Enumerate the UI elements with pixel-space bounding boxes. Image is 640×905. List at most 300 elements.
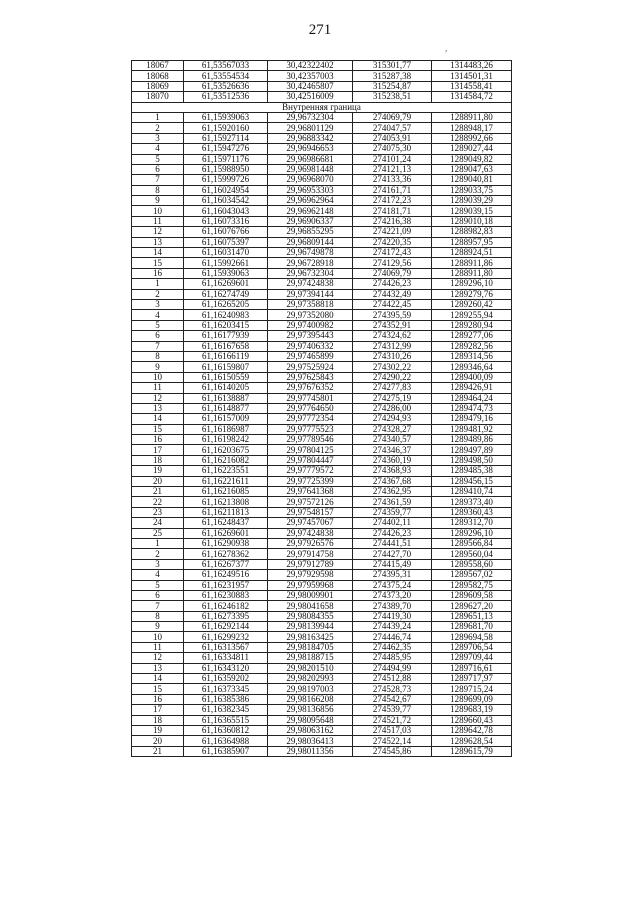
latitude-cell: 61,16231957 (184, 580, 268, 590)
point-number-cell: 18069 (132, 81, 184, 91)
x-coordinate-cell: 274415,49 (353, 559, 432, 569)
x-coordinate-cell: 274402,11 (353, 518, 432, 528)
longitude-cell: 29,97772354 (268, 414, 353, 424)
longitude-cell: 29,98041658 (268, 601, 353, 611)
table-row (132, 435, 512, 445)
x-coordinate-cell: 274368,93 (353, 466, 432, 476)
table-row (132, 746, 512, 756)
latitude-cell: 61,16221611 (184, 476, 268, 486)
longitude-cell: 29,97929598 (268, 570, 353, 580)
latitude-cell: 61,16213808 (184, 497, 268, 507)
table-row (132, 289, 512, 299)
y-coordinate-cell: 1289346,64 (432, 362, 512, 372)
longitude-cell: 30,42516009 (268, 92, 353, 102)
y-coordinate-cell: 1289651,13 (432, 611, 512, 621)
y-coordinate-cell: 1289628,54 (432, 736, 512, 746)
point-number-cell: 5 (132, 154, 184, 164)
longitude-cell: 29,97395443 (268, 331, 353, 341)
y-coordinate-cell: 1289360,43 (432, 507, 512, 517)
latitude-cell: 61,15927114 (184, 133, 268, 143)
x-coordinate-cell: 274277,83 (353, 383, 432, 393)
table-row (132, 653, 512, 663)
point-number-cell: 2 (132, 289, 184, 299)
point-number-cell: 16 (132, 268, 184, 278)
y-coordinate-cell: 1289699,09 (432, 694, 512, 704)
table-row (132, 185, 512, 195)
table-row (132, 497, 512, 507)
x-coordinate-cell: 274375,24 (353, 580, 432, 590)
latitude-cell: 61,16290938 (184, 538, 268, 548)
x-coordinate-cell: 274545,86 (353, 746, 432, 756)
longitude-cell: 29,97779572 (268, 466, 353, 476)
x-coordinate-cell: 274047,57 (353, 123, 432, 133)
latitude-cell: 61,16373345 (184, 684, 268, 694)
table-row (132, 466, 512, 476)
x-coordinate-cell: 274517,03 (353, 726, 432, 736)
latitude-cell: 61,16278362 (184, 549, 268, 559)
longitude-cell: 29,98139944 (268, 622, 353, 632)
x-coordinate-cell: 274312,99 (353, 341, 432, 351)
x-coordinate-cell: 274286,00 (353, 403, 432, 413)
table-row (132, 341, 512, 351)
y-coordinate-cell: 1289497,89 (432, 445, 512, 455)
y-coordinate-cell: 1314584,72 (432, 92, 512, 102)
table-row (132, 279, 512, 289)
table-row (132, 237, 512, 247)
latitude-cell: 61,53526636 (184, 81, 268, 91)
y-coordinate-cell: 1289681,70 (432, 622, 512, 632)
y-coordinate-cell: 1289566,84 (432, 538, 512, 548)
coordinates-table (131, 60, 512, 757)
y-coordinate-cell: 1289474,73 (432, 403, 512, 413)
table-row (132, 61, 512, 71)
point-number-cell: 13 (132, 663, 184, 673)
longitude-cell: 29,98011356 (268, 746, 353, 756)
point-number-cell: 4 (132, 144, 184, 154)
point-number-cell: 16 (132, 694, 184, 704)
latitude-cell: 61,16359202 (184, 674, 268, 684)
point-number-cell: 19 (132, 726, 184, 736)
longitude-cell: 29,98188715 (268, 653, 353, 663)
point-number-cell: 16 (132, 435, 184, 445)
latitude-cell: 61,16138887 (184, 393, 268, 403)
y-coordinate-cell: 1289615,79 (432, 746, 512, 756)
latitude-cell: 61,16248437 (184, 518, 268, 528)
longitude-cell: 29,96728918 (268, 258, 353, 268)
y-coordinate-cell: 1289279,76 (432, 289, 512, 299)
x-coordinate-cell: 274359,77 (353, 507, 432, 517)
x-coordinate-cell: 274521,72 (353, 715, 432, 725)
table-row (132, 81, 512, 91)
point-number-cell: 15 (132, 258, 184, 268)
table-row (132, 570, 512, 580)
x-coordinate-cell: 274539,77 (353, 705, 432, 715)
y-coordinate-cell: 1288982,83 (432, 227, 512, 237)
latitude-cell: 61,15971176 (184, 154, 268, 164)
point-number-cell: 10 (132, 632, 184, 642)
table-row (132, 445, 512, 455)
longitude-cell: 29,97352080 (268, 310, 353, 320)
point-number-cell: 1 (132, 112, 184, 122)
x-coordinate-cell: 274419,30 (353, 611, 432, 621)
longitude-cell: 29,98009901 (268, 590, 353, 600)
x-coordinate-cell: 274395,59 (353, 310, 432, 320)
table-row (132, 424, 512, 434)
longitude-cell: 29,96801129 (268, 123, 353, 133)
y-coordinate-cell: 1289717,97 (432, 674, 512, 684)
x-coordinate-cell: 274129,56 (353, 258, 432, 268)
x-coordinate-cell: 274512,88 (353, 674, 432, 684)
coordinates-table-body (132, 61, 512, 757)
x-coordinate-cell: 274221,09 (353, 227, 432, 237)
point-number-cell: 6 (132, 331, 184, 341)
latitude-cell: 61,16364988 (184, 736, 268, 746)
point-number-cell: 18067 (132, 61, 184, 71)
x-coordinate-cell: 274367,68 (353, 476, 432, 486)
x-coordinate-cell: 274310,26 (353, 351, 432, 361)
x-coordinate-cell: 274360,19 (353, 455, 432, 465)
x-coordinate-cell: 274133,36 (353, 175, 432, 185)
section-title: Внутренняя граница (132, 102, 512, 112)
point-number-cell: 4 (132, 310, 184, 320)
x-coordinate-cell: 274069,79 (353, 112, 432, 122)
longitude-cell: 29,96732304 (268, 112, 353, 122)
point-number-cell: 20 (132, 476, 184, 486)
y-coordinate-cell: 1289567,02 (432, 570, 512, 580)
table-row (132, 611, 512, 621)
table-row (132, 196, 512, 206)
latitude-cell: 61,15947276 (184, 144, 268, 154)
y-coordinate-cell: 1289296,10 (432, 279, 512, 289)
point-number-cell: 23 (132, 507, 184, 517)
table-row (132, 601, 512, 611)
y-coordinate-cell: 1289456,15 (432, 476, 512, 486)
table-row (132, 248, 512, 258)
longitude-cell: 29,97400982 (268, 320, 353, 330)
x-coordinate-cell: 274462,35 (353, 642, 432, 652)
latitude-cell: 61,16073316 (184, 216, 268, 226)
point-number-cell: 8 (132, 185, 184, 195)
latitude-cell: 61,16274749 (184, 289, 268, 299)
point-number-cell: 19 (132, 466, 184, 476)
point-number-cell: 25 (132, 528, 184, 538)
table-row (132, 674, 512, 684)
page-number: 271 (308, 22, 332, 38)
table-row (132, 92, 512, 102)
latitude-cell: 61,16249516 (184, 570, 268, 580)
latitude-cell: 61,15939063 (184, 268, 268, 278)
y-coordinate-cell: 1289609,58 (432, 590, 512, 600)
longitude-cell: 30,42322402 (268, 61, 353, 71)
longitude-cell: 29,97926576 (268, 538, 353, 548)
latitude-cell: 61,16186987 (184, 424, 268, 434)
table-row (132, 487, 512, 497)
latitude-cell: 61,53567033 (184, 61, 268, 71)
x-coordinate-cell: 274220,35 (353, 237, 432, 247)
y-coordinate-cell: 1289282,56 (432, 341, 512, 351)
longitude-cell: 29,96749878 (268, 248, 353, 258)
latitude-cell: 61,16148877 (184, 403, 268, 413)
point-number-cell: 18068 (132, 71, 184, 81)
y-coordinate-cell: 1289709,44 (432, 653, 512, 663)
point-number-cell: 9 (132, 622, 184, 632)
table-row (132, 123, 512, 133)
point-number-cell: 1 (132, 279, 184, 289)
y-coordinate-cell: 1289033,75 (432, 185, 512, 195)
point-number-cell: 8 (132, 611, 184, 621)
y-coordinate-cell: 1289560,04 (432, 549, 512, 559)
latitude-cell: 61,16385386 (184, 694, 268, 704)
y-coordinate-cell: 1289715,24 (432, 684, 512, 694)
latitude-cell: 61,16269601 (184, 528, 268, 538)
longitude-cell: 29,97912789 (268, 559, 353, 569)
y-coordinate-cell: 1289047,63 (432, 164, 512, 174)
y-coordinate-cell: 1288992,66 (432, 133, 512, 143)
latitude-cell: 61,16267377 (184, 559, 268, 569)
latitude-cell: 61,16203675 (184, 445, 268, 455)
latitude-cell: 61,16216082 (184, 455, 268, 465)
longitude-cell: 29,97775523 (268, 424, 353, 434)
table-row (132, 71, 512, 81)
longitude-cell: 29,96968070 (268, 175, 353, 185)
longitude-cell: 29,98084355 (268, 611, 353, 621)
x-coordinate-cell: 274439,24 (353, 622, 432, 632)
latitude-cell: 61,16230883 (184, 590, 268, 600)
x-coordinate-cell: 274101,24 (353, 154, 432, 164)
latitude-cell: 61,16167658 (184, 341, 268, 351)
table-row (132, 715, 512, 725)
longitude-cell: 29,97804125 (268, 445, 353, 455)
x-coordinate-cell: 274528,73 (353, 684, 432, 694)
point-number-cell: 3 (132, 133, 184, 143)
y-coordinate-cell: 1289373,40 (432, 497, 512, 507)
table-row (132, 258, 512, 268)
x-coordinate-cell: 274069,79 (353, 268, 432, 278)
longitude-cell: 29,97676352 (268, 383, 353, 393)
y-coordinate-cell: 1289694,58 (432, 632, 512, 642)
point-number-cell: 18 (132, 715, 184, 725)
longitude-cell: 29,96883342 (268, 133, 353, 143)
longitude-cell: 29,97789546 (268, 435, 353, 445)
x-coordinate-cell: 274346,37 (353, 445, 432, 455)
table-row (132, 590, 512, 600)
table-row (132, 663, 512, 673)
latitude-cell: 61,16343120 (184, 663, 268, 673)
latitude-cell: 61,15920160 (184, 123, 268, 133)
y-coordinate-cell: 1289255,94 (432, 310, 512, 320)
longitude-cell: 29,97641368 (268, 487, 353, 497)
y-coordinate-cell: 1289479,16 (432, 414, 512, 424)
y-coordinate-cell: 1289410,74 (432, 487, 512, 497)
y-coordinate-cell: 1289642,78 (432, 726, 512, 736)
y-coordinate-cell: 1289039,15 (432, 206, 512, 216)
x-coordinate-cell: 274494,99 (353, 663, 432, 673)
y-coordinate-cell: 1314483,26 (432, 61, 512, 71)
point-number-cell: 5 (132, 320, 184, 330)
longitude-cell: 29,96906337 (268, 216, 353, 226)
latitude-cell: 61,16313567 (184, 642, 268, 652)
latitude-cell: 61,16157009 (184, 414, 268, 424)
y-coordinate-cell: 1289312,70 (432, 518, 512, 528)
table-row (132, 206, 512, 216)
y-coordinate-cell: 1289582,75 (432, 580, 512, 590)
latitude-cell: 61,16211813 (184, 507, 268, 517)
point-number-cell: 18 (132, 455, 184, 465)
longitude-cell: 29,97959968 (268, 580, 353, 590)
x-coordinate-cell: 274426,23 (353, 279, 432, 289)
point-number-cell: 14 (132, 248, 184, 258)
table-row (132, 310, 512, 320)
y-coordinate-cell: 1289314,56 (432, 351, 512, 361)
latitude-cell: 61,16299232 (184, 632, 268, 642)
latitude-cell: 61,16024954 (184, 185, 268, 195)
point-number-cell: 5 (132, 580, 184, 590)
x-coordinate-cell: 315287,38 (353, 71, 432, 81)
point-number-cell: 12 (132, 393, 184, 403)
longitude-cell: 29,98063162 (268, 726, 353, 736)
point-number-cell: 3 (132, 299, 184, 309)
longitude-cell: 29,97457067 (268, 518, 353, 528)
longitude-cell: 29,96981448 (268, 164, 353, 174)
y-coordinate-cell: 1288911,80 (432, 112, 512, 122)
point-number-cell: 7 (132, 341, 184, 351)
point-number-cell: 24 (132, 518, 184, 528)
x-coordinate-cell: 274485,95 (353, 653, 432, 663)
longitude-cell: 29,98163425 (268, 632, 353, 642)
x-coordinate-cell: 274446,74 (353, 632, 432, 642)
table-row (132, 372, 512, 382)
x-coordinate-cell: 274361,59 (353, 497, 432, 507)
y-coordinate-cell: 1289485,38 (432, 466, 512, 476)
table-row (132, 414, 512, 424)
point-number-cell: 12 (132, 653, 184, 663)
point-number-cell: 22 (132, 497, 184, 507)
point-number-cell: 11 (132, 642, 184, 652)
table-row (132, 164, 512, 174)
longitude-cell: 29,97914758 (268, 549, 353, 559)
longitude-cell: 29,98201510 (268, 663, 353, 673)
point-number-cell: 6 (132, 590, 184, 600)
longitude-cell: 29,96953303 (268, 185, 353, 195)
latitude-cell: 61,15988950 (184, 164, 268, 174)
point-number-cell: 10 (132, 206, 184, 216)
latitude-cell: 61,16031470 (184, 248, 268, 258)
table-row (132, 144, 512, 154)
latitude-cell: 61,16198242 (184, 435, 268, 445)
point-number-cell: 7 (132, 175, 184, 185)
point-number-cell: 10 (132, 372, 184, 382)
y-coordinate-cell: 1289481,92 (432, 424, 512, 434)
table-row (132, 268, 512, 278)
y-coordinate-cell: 1289280,94 (432, 320, 512, 330)
y-coordinate-cell: 1289027,44 (432, 144, 512, 154)
point-number-cell: 9 (132, 362, 184, 372)
x-coordinate-cell: 274302,22 (353, 362, 432, 372)
table-row (132, 393, 512, 403)
table-row (132, 299, 512, 309)
y-coordinate-cell: 1314558,41 (432, 81, 512, 91)
table-row (132, 403, 512, 413)
table-row (132, 227, 512, 237)
y-coordinate-cell: 1289660,43 (432, 715, 512, 725)
point-number-cell: 9 (132, 196, 184, 206)
point-number-cell: 4 (132, 570, 184, 580)
longitude-cell: 29,97406332 (268, 341, 353, 351)
longitude-cell: 29,97358818 (268, 299, 353, 309)
latitude-cell: 61,16076766 (184, 227, 268, 237)
longitude-cell: 29,98202993 (268, 674, 353, 684)
longitude-cell: 29,96962148 (268, 206, 353, 216)
table-row (132, 362, 512, 372)
table-row (132, 112, 512, 122)
latitude-cell: 61,16246182 (184, 601, 268, 611)
longitude-cell: 30,42357003 (268, 71, 353, 81)
point-number-cell: 12 (132, 227, 184, 237)
x-coordinate-cell: 315254,87 (353, 81, 432, 91)
x-coordinate-cell: 274340,57 (353, 435, 432, 445)
table-row (132, 622, 512, 632)
longitude-cell: 29,98166208 (268, 694, 353, 704)
x-coordinate-cell: 274352,91 (353, 320, 432, 330)
latitude-cell: 61,16203415 (184, 320, 268, 330)
x-coordinate-cell: 315301,77 (353, 61, 432, 71)
x-coordinate-cell: 274373,20 (353, 590, 432, 600)
table-row (132, 154, 512, 164)
x-coordinate-cell: 274426,23 (353, 528, 432, 538)
x-coordinate-cell: 274389,70 (353, 601, 432, 611)
longitude-cell: 29,97625843 (268, 372, 353, 382)
section-header-row (132, 102, 512, 112)
x-coordinate-cell: 274427,70 (353, 549, 432, 559)
latitude-cell: 61,16360812 (184, 726, 268, 736)
x-coordinate-cell: 274422,45 (353, 299, 432, 309)
latitude-cell: 61,16292144 (184, 622, 268, 632)
longitude-cell: 29,96809144 (268, 237, 353, 247)
latitude-cell: 61,15992661 (184, 258, 268, 268)
longitude-cell: 29,97745801 (268, 393, 353, 403)
latitude-cell: 61,53554534 (184, 71, 268, 81)
point-number-cell: 13 (132, 237, 184, 247)
x-coordinate-cell: 274075,30 (353, 144, 432, 154)
longitude-cell: 29,97424838 (268, 528, 353, 538)
longitude-cell: 29,97424838 (268, 279, 353, 289)
latitude-cell: 61,53512536 (184, 92, 268, 102)
latitude-cell: 61,16334811 (184, 653, 268, 663)
table-row (132, 455, 512, 465)
table-row (132, 684, 512, 694)
latitude-cell: 61,15939063 (184, 112, 268, 122)
latitude-cell: 61,16043043 (184, 206, 268, 216)
x-coordinate-cell: 274432,49 (353, 289, 432, 299)
latitude-cell: 61,15999726 (184, 175, 268, 185)
x-coordinate-cell: 274522,14 (353, 736, 432, 746)
y-coordinate-cell: 1289277,06 (432, 331, 512, 341)
table-row (132, 476, 512, 486)
longitude-cell: 29,97804447 (268, 455, 353, 465)
latitude-cell: 61,16166119 (184, 351, 268, 361)
longitude-cell: 29,97548157 (268, 507, 353, 517)
table-row (132, 133, 512, 143)
y-coordinate-cell: 1289489,86 (432, 435, 512, 445)
x-coordinate-cell: 274294,93 (353, 414, 432, 424)
latitude-cell: 61,16223551 (184, 466, 268, 476)
point-number-cell: 20 (132, 736, 184, 746)
longitude-cell: 29,96732304 (268, 268, 353, 278)
table-row (132, 726, 512, 736)
latitude-cell: 61,16273395 (184, 611, 268, 621)
latitude-cell: 61,16382345 (184, 705, 268, 715)
table-row (132, 528, 512, 538)
